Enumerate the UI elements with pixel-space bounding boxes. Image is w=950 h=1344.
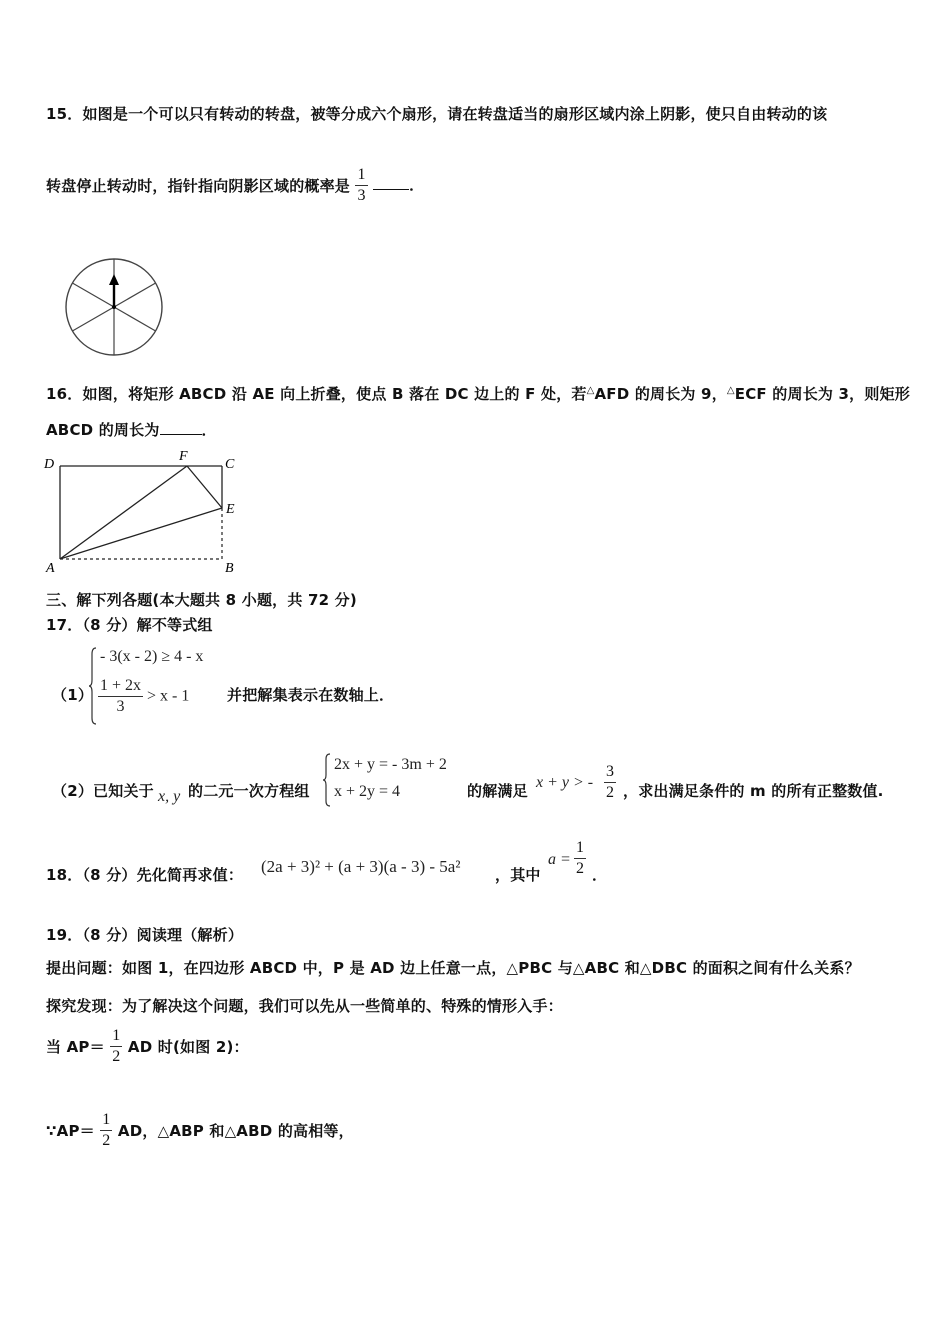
- q18-prefix: 18．（8 分）先化简再求值：: [46, 866, 244, 884]
- q19-line3: [46, 1026, 249, 1067]
- label-E: E: [226, 502, 235, 517]
- q17-part2-text3: ，求出满足条件的 m 的所有正整数值.: [623, 782, 884, 800]
- q17-part1-eq2-rest: > x - 1: [147, 687, 190, 705]
- q17-part1-fraction: [98, 676, 143, 717]
- label-F: F: [179, 449, 188, 464]
- q17-part2-eq1: 2x + y = - 3m + 2: [334, 756, 447, 773]
- q17-part2-vars: x, y: [158, 788, 181, 805]
- triangle-symbol: △: [586, 385, 595, 396]
- q17-cond-den: 2: [606, 784, 614, 801]
- q15-line2-suffix: ．: [409, 176, 425, 194]
- spinner-center: [112, 305, 116, 309]
- q18-suffix: ．: [592, 866, 608, 884]
- q16-line1-a: 16．如图，将矩形 ABCD 沿 AE 向上折叠，使点 B 落在 DC 边上的 F 处，若: [46, 385, 587, 403]
- q17-frac-den: 3: [116, 698, 125, 715]
- q18-a-fraction: [574, 838, 586, 879]
- q16-line1-c: ECF 的周长为 3，则矩形: [734, 385, 910, 403]
- q17-part2-cond: x + y > -: [536, 774, 594, 791]
- q19-line4-den: 2: [102, 1132, 111, 1149]
- spinner-figure: [62, 256, 166, 360]
- q17-part2-text2: 的解满足: [467, 782, 528, 800]
- q15-frac-num: 1: [357, 166, 366, 183]
- q17-part1-eq2: [98, 676, 189, 717]
- q19-line3-den: 2: [112, 1048, 121, 1065]
- q19-line4-fraction: [100, 1110, 112, 1151]
- q16-line1-b: AFD 的周长为 9，: [594, 385, 727, 403]
- q19-line4-prefix: ∵AP＝: [46, 1122, 95, 1140]
- triangle-symbol: △: [726, 385, 735, 396]
- q16-line1: [46, 383, 910, 404]
- q17-cond-num: 3: [606, 763, 614, 780]
- segment-AF: [60, 466, 187, 559]
- q15-line2-prefix: 转盘停止转动时，指针指向阴影区域的概率是: [46, 177, 351, 195]
- section-3-heading: 三、解下列各题(本大题共 8 小题，共 72 分): [46, 591, 357, 609]
- q18-a-den: 2: [576, 860, 584, 877]
- q15-answer-blank[interactable]: [373, 175, 409, 190]
- rectangle-fold-figure: [40, 448, 250, 576]
- q18-mid: ，其中: [495, 866, 541, 884]
- q16-line2: [46, 419, 217, 440]
- q15-frac-den: 3: [357, 187, 366, 204]
- q15-fraction: [355, 165, 367, 206]
- q19-line2: 探究发现：为了解决这个问题，我们可以先从一些简单的、特殊的情形入手：: [46, 997, 563, 1015]
- q18-expression: (2a + 3)² + (a + 3)(a - 3) - 5a²: [261, 857, 461, 876]
- q19-line4-suffix: AD，△ABP 和△ABD 的高相等，: [117, 1122, 354, 1140]
- q17-part1-label: （1）: [52, 686, 94, 704]
- segment-AE: [60, 508, 222, 559]
- q19-line3-num: 1: [112, 1027, 121, 1044]
- q17-part2-brace: [322, 752, 332, 808]
- q18-a-eq: a =: [548, 851, 571, 868]
- spinner-pointer-head: [109, 274, 119, 285]
- q17-part2-cond-fraction: [604, 762, 616, 803]
- q17-frac-num: 1 + 2x: [100, 677, 142, 694]
- q17-part2-text1: 的二元一次方程组: [188, 782, 310, 800]
- q17-part1-eq1: - 3(x - 2) ≥ 4 - x: [100, 648, 204, 665]
- q19-line3-prefix: 当 AP＝: [46, 1038, 105, 1056]
- q17-title: 17．（8 分）解不等式组: [46, 616, 213, 634]
- q17-part2-eq2: x + 2y = 4: [334, 783, 401, 800]
- q17-part1-text: 并把解集表示在数轴上．: [227, 686, 395, 704]
- q19-line4-num: 1: [102, 1111, 111, 1128]
- q17-part1-brace: [88, 646, 98, 726]
- q16-line2-text: ABCD 的周长为: [46, 421, 160, 439]
- label-C: C: [225, 457, 235, 472]
- q19-line3-fraction: [110, 1026, 122, 1067]
- q19-line4: [46, 1110, 354, 1151]
- q16-answer-blank[interactable]: [160, 420, 202, 435]
- label-B: B: [225, 561, 234, 576]
- label-D: D: [44, 457, 55, 472]
- q18-a-num: 1: [576, 839, 584, 856]
- q19-line3-suffix: AD 时(如图 2)：: [127, 1038, 249, 1056]
- q19-title: 19．（8 分）阅读理（解析）: [46, 926, 244, 944]
- q16-line2-suffix: ．: [201, 421, 217, 439]
- segment-FE: [187, 466, 222, 508]
- q19-line1: 提出问题：如图 1，在四边形 ABCD 中，P 是 AD 边上任意一点，△PBC 与△ABC 和△DBC 的面积之间有什么关系？: [46, 959, 860, 977]
- q15-line2: [46, 165, 424, 206]
- q15-line1: 15．如图是一个可以只有转动的转盘，被等分成六个扇形，请在转盘适当的扇形区域内涂上阴影，使只自由转动的该: [46, 105, 828, 123]
- label-A: A: [46, 561, 55, 576]
- q17-part2-label: （2）已知关于: [52, 782, 154, 800]
